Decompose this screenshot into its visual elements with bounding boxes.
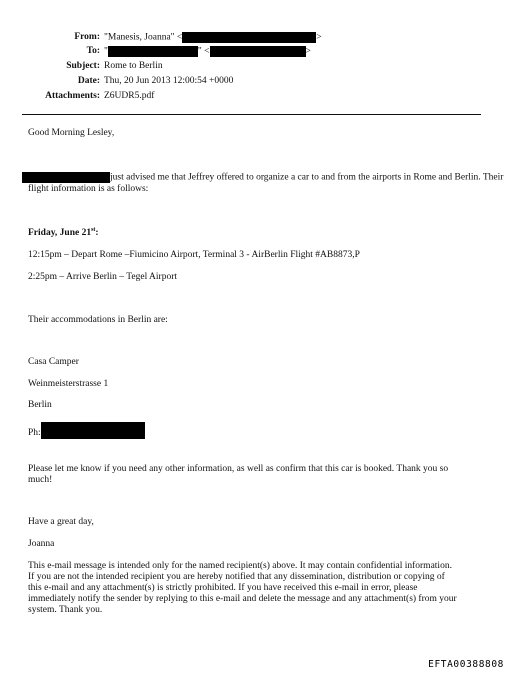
flight-arrive: 2:25pm – Arrive Berlin – Tegel Airport [28,272,178,282]
to-mid: " < [197,46,210,57]
document-id: EFTA00388808 [428,659,504,670]
from-name: "Manesis, Joanna" < [104,32,183,43]
day-heading [28,228,483,239]
request-paragraph [28,464,483,486]
to-suffix: > [305,46,311,57]
accommodations-intro: Their accommodations in Berlin are: [28,315,168,325]
header-divider [22,114,481,115]
disclaimer-line-1: This e-mail message is intended only for the named recipient(s) above. It may contain confidential information. [28,561,452,571]
request-line-2: much! [28,475,53,485]
attachments-label: Attachments: [45,91,100,101]
to-value [104,46,311,57]
disclaimer-line-3: this e-mail and any attachment(s) is strictly prohibited. If you have received this e-mail in error, please [28,583,418,593]
from-suffix: > [316,32,322,43]
redaction-bar [22,172,110,183]
disclaimer-line-5: system. Thank you. [28,605,103,615]
intro-line-2: flight information is as follows: [28,183,149,194]
from-value [104,32,322,43]
signature: Joanna [28,539,55,549]
day-ordinal: st [91,226,96,233]
subject-label: Subject: [66,61,100,71]
redaction-bar [108,46,198,57]
to-prefix: " [104,46,108,57]
redaction-bar [182,32,316,43]
day-colon: : [95,228,99,238]
hotel-city: Berlin [28,400,52,410]
redaction-bar [210,46,306,57]
flight-depart: 12:15pm – Depart Rome –Fiumicino Airport, Terminal 3 - AirBerlin Flight #AB8873,P [28,250,360,260]
intro-line-1: just advised me that Jeffrey offered to organize a car to and from the airports in Rome and Berlin. Their [110,172,504,183]
date-label: Date: [77,76,100,86]
request-line-1: Please let me know if you need any other information, as well as confirm that this car is booked. Thank you so [28,464,449,474]
to-label: To: [86,46,100,56]
hotel-street: Weinmeisterstrasse 1 [28,379,109,389]
phone-label: Ph: [28,428,41,438]
from-label: From: [74,32,100,42]
phone-line [28,422,483,439]
disclaimer-line-2: If you are not the intended recipient you are hereby notified that any dissemination, distribution or copying of [28,572,445,582]
hotel-name: Casa Camper [28,357,79,367]
date-value: Thu, 20 Jun 2013 12:00:54 +0000 [104,76,234,86]
redaction-bar [41,422,145,439]
intro-paragraph [28,172,504,195]
day-heading-text: Friday, June 21 [28,228,92,238]
closing: Have a great day, [28,517,94,527]
attachments-value: Z6UDR5.pdf [104,91,155,101]
greeting: Good Morning Lesley, [28,128,115,138]
disclaimer [28,561,483,616]
disclaimer-line-4: immediately notify the sender by replying to this e-mail and delete the message and any attachment(s) from your [28,594,457,604]
subject-value: Rome to Berlin [104,61,163,71]
